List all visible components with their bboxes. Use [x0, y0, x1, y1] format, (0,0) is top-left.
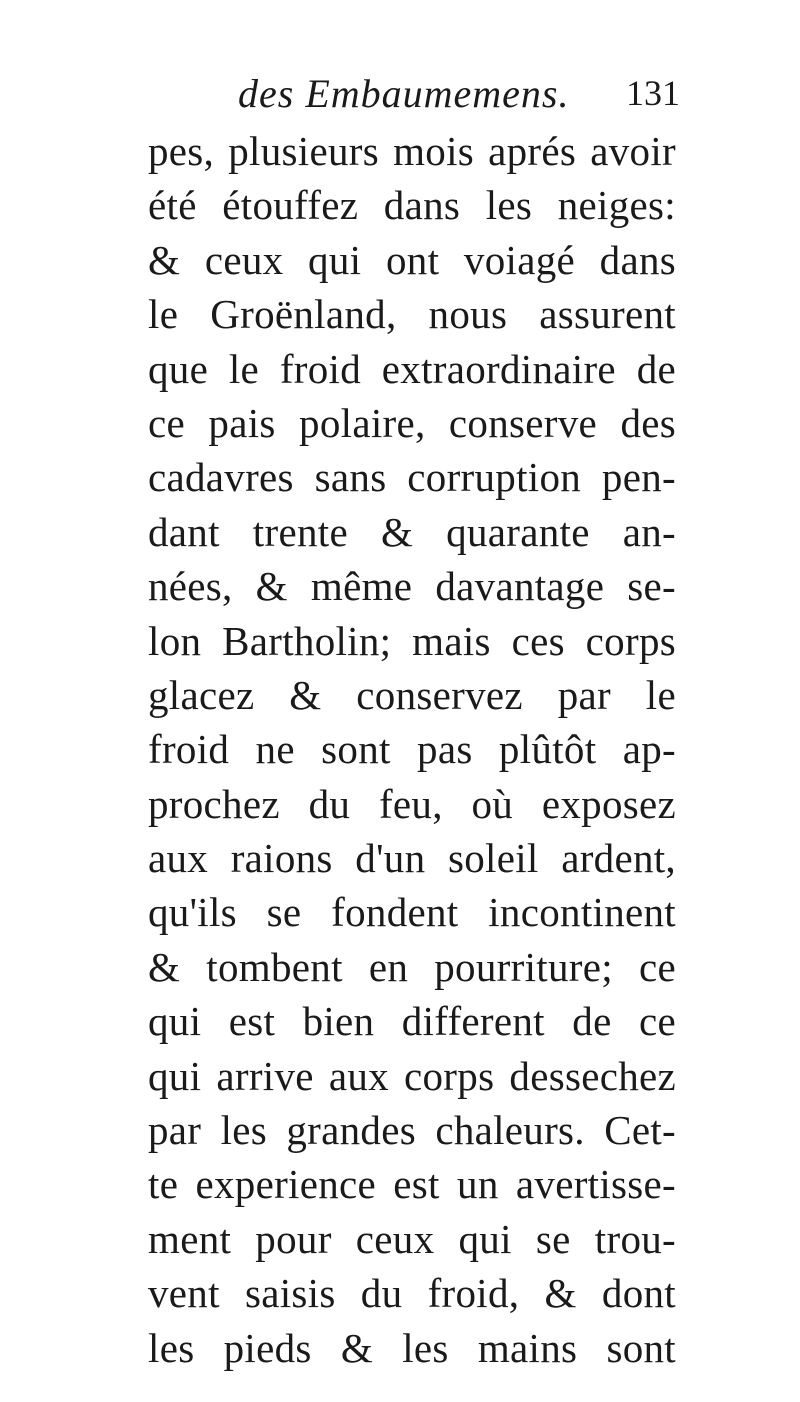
text-line: prochez du feu, où exposez [148, 780, 676, 827]
text-line: qu'ils se fondent incontinent [148, 889, 676, 936]
text-line: qui arrive aux corps dessechez [148, 1052, 676, 1099]
text-line: froid ne sont pas plûtôt ap- [148, 726, 676, 773]
text-line: été étouffez dans les neiges: [148, 182, 676, 229]
text-line: & tombent en pourriture; ce [148, 943, 676, 990]
text-line: & ceux qui ont voiagé dans [148, 236, 676, 283]
text-line: ment pour ceux qui se trou- [148, 1215, 676, 1262]
text-line: les pieds & les mains sont [148, 1324, 676, 1371]
text-line: nées, & même davantage se- [148, 563, 676, 610]
body-text [148, 124, 676, 1375]
text-line: glacez & conservez par le [148, 671, 676, 718]
text-line: lon Bartholin; mais ces corps [148, 617, 676, 664]
page-number: 131 [626, 73, 680, 113]
text-line: aux raions d'un soleil ardent, [148, 835, 676, 882]
running-head [148, 70, 688, 126]
running-title: des Embaumemens. [238, 71, 570, 116]
text-line: dant trente & quarante an- [148, 508, 676, 555]
text-line: te experience est un avertisse- [148, 1161, 676, 1208]
text-line: par les grandes chaleurs. Cet- [148, 1107, 676, 1154]
text-line: vent saisis du froid, & dont [148, 1270, 676, 1317]
text-line: que le froid extraordinaire de [148, 345, 676, 392]
text-line: pes, plusieurs mois aprés avoir [148, 128, 676, 174]
text-line: le Groënland, nous assurent [148, 291, 676, 338]
text-line: ce pais polaire, conserve des [148, 399, 676, 446]
text-line: cadavres sans corruption pen- [148, 454, 676, 501]
text-line: qui est bien different de ce [148, 998, 676, 1045]
